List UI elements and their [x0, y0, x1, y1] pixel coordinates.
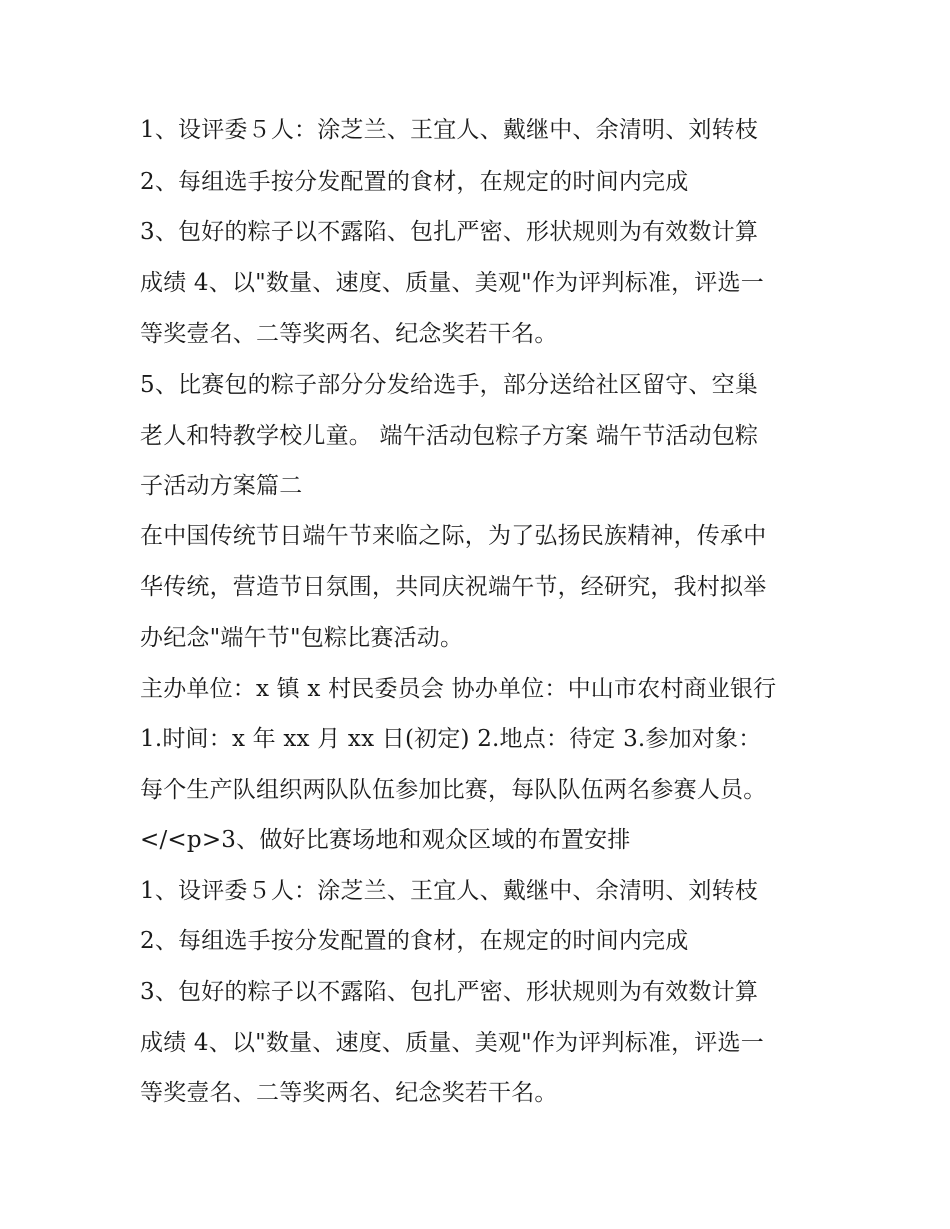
text-line: 老人和特教学校儿童。 端午活动包粽子方案 端午节活动包粽: [140, 423, 759, 449]
text-line: 子活动方案篇二: [140, 473, 303, 499]
text-line: 华传统，营造节日氛围，共同庆祝端午节，经研究，我村拟举: [140, 574, 767, 600]
text-line: 等奖壹名、二等奖两名、纪念奖若干名。: [140, 1080, 558, 1106]
text-line: 2、每组选手按分发配置的食材，在规定的时间内完成: [140, 169, 689, 195]
text-line: 等奖壹名、二等奖两名、纪念奖若干名。: [140, 321, 558, 347]
text-line: </<p>3、做好比赛场地和观众区域的布置安排: [140, 827, 631, 853]
text-line: 成绩 4、以"数量、速度、质量、美观"作为评判标准，评选一: [140, 1030, 764, 1056]
text-line: 2、每组选手按分发配置的食材，在规定的时间内完成: [140, 928, 689, 954]
text-line: 5、比赛包的粽子部分分发给选手，部分送给社区留守、空巢: [140, 372, 759, 398]
text-line: 1.时间：x 年 xx 月 xx 日(初定) 2.地点：待定 3.参加对象：: [140, 726, 762, 752]
text-line: 主办单位：x 镇 x 村民委员会 协办单位：中山市农村商业银行: [140, 676, 777, 702]
text-line: 3、包好的粽子以不露陷、包扎严密、形状规则为有效数计算: [140, 979, 759, 1005]
text-line: 在中国传统节日端午节来临之际，为了弘扬民族精神，传承中: [140, 523, 767, 549]
text-line: 办纪念"端午节"包粽比赛活动。: [140, 625, 464, 651]
text-line: 3、包好的粽子以不露陷、包扎严密、形状规则为有效数计算: [140, 219, 759, 245]
text-line: 成绩 4、以"数量、速度、质量、美观"作为评判标准，评选一: [140, 270, 764, 296]
text-line: 1、设评委５人：涂芝兰、王宜人、戴继中、余清明、刘转枝: [140, 878, 759, 904]
text-line: 每个生产队组织两队队伍参加比赛，每队队伍两名参赛人员。: [140, 777, 767, 803]
text-line: 1、设评委５人：涂芝兰、王宜人、戴继中、余清明、刘转枝: [140, 117, 759, 143]
